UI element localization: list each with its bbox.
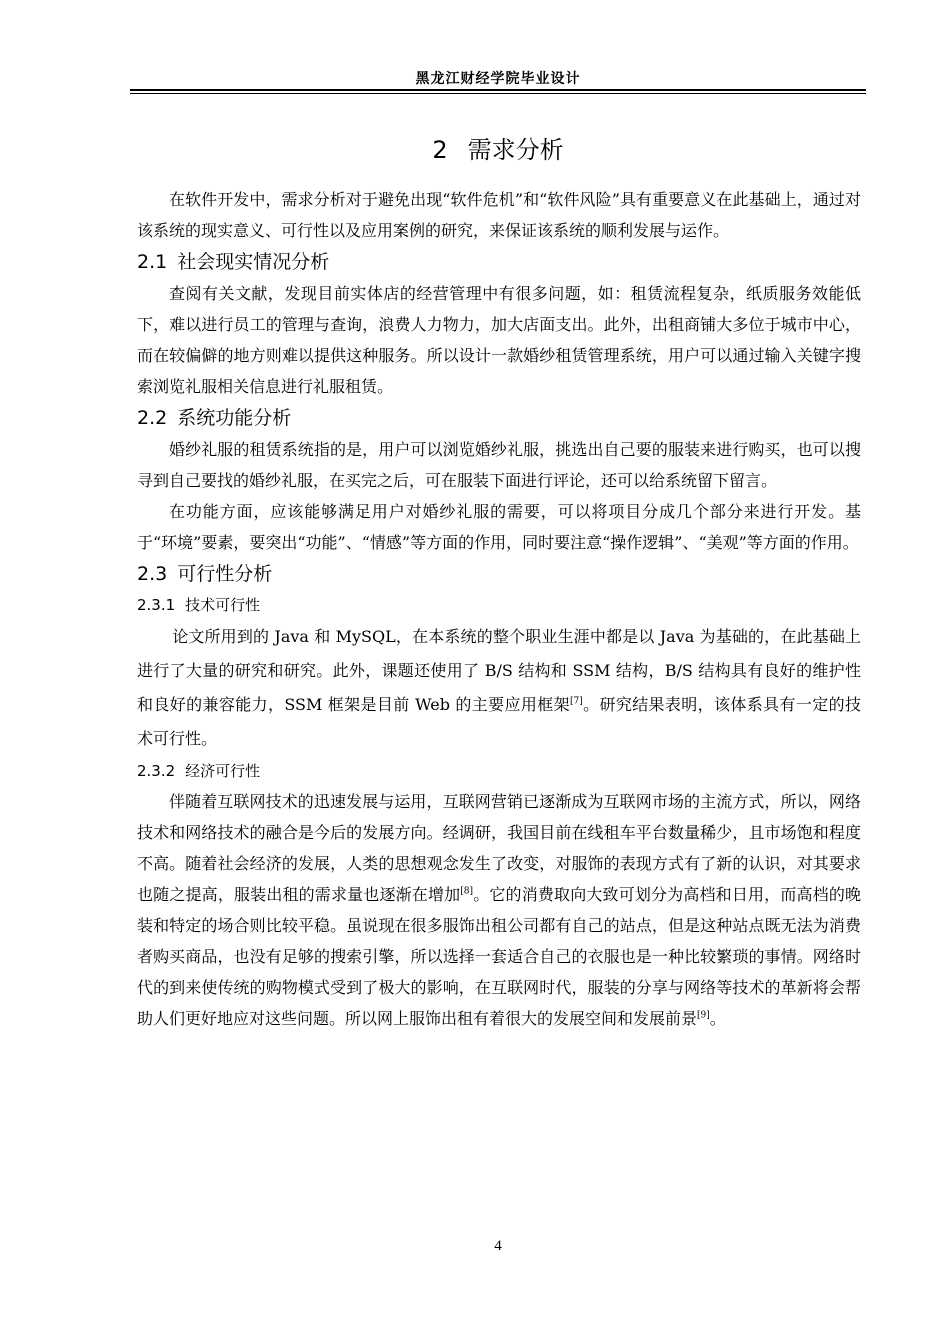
section-number: 2.3 <box>137 563 168 585</box>
paragraph-text: 论文所用到的 Java 和 MySQL，在本系统的整个职业生涯中都是以 Java 为基础的，在此基础上进行了大量的研究和研究。此外，课题还使用了 B/S 结构和 SSM 结构，B/S 结构具有良好的维护性和良好的兼容能力，SSM 框架是目前 Web 的主要应用框架 <box>137 627 861 714</box>
section-heading-2-1 <box>137 246 861 278</box>
section-title: 系统功能分析 <box>177 407 292 429</box>
citation-ref: [8] <box>460 886 474 897</box>
paragraph: 在功能方面，应该能够满足用户对婚纱礼服的需要，可以将项目分成几个部分来进行开发。基于“环境”要素，要突出“功能”、“情感”等方面的作用，同时要注意“操作逻辑”、“美观”等方面的作用。 <box>137 502 861 552</box>
chapter-title-text: 需求分析 <box>467 136 564 164</box>
chapter-number: 2 <box>432 136 448 164</box>
intro-paragraph: 在软件开发中，需求分析对于避免出现“软件危机”和“软件风险”具有重要意义在此基础上，通过对该系统的现实意义、可行性以及应用案例的研究，来保证该系统的顺利发展与运作。 <box>137 190 861 240</box>
section-title: 社会现实情况分析 <box>177 251 330 273</box>
subsection-title: 技术可行性 <box>185 596 261 614</box>
paragraph-text: 。 <box>709 1009 726 1028</box>
body-content <box>137 184 861 1034</box>
section-number: 2.1 <box>137 251 168 273</box>
header-rule-thin <box>130 93 866 94</box>
paragraph-technical-feasibility <box>137 620 861 756</box>
section-number: 2.2 <box>137 407 168 429</box>
paragraph-economic-feasibility <box>137 786 861 1034</box>
subsection-title: 经济可行性 <box>185 762 261 780</box>
running-header: 黑龙江财经学院毕业设计 <box>415 71 581 87</box>
paragraph-text: 。研究结果表明，该体系具有一定的技术可行性。 <box>137 695 861 748</box>
section-heading-2-3 <box>137 558 861 590</box>
paragraph-text: 伴随着互联网技术的迅速发展与运用，互联网营销已逐渐成为互联网市场的主流方式，所以，网络技术和网络技术的融合是今后的发展方向。经调研，我国目前在线租车平台数量稀少，且市场饱和程度不高。随着社会经济的发展，人类的思想观念发生了改变，对服饰的表现方式有了新的认识，对其要求也随之提高，服装出租的需求量也逐渐在增加 <box>137 792 861 904</box>
section-heading-2-2 <box>137 402 861 434</box>
citation-ref: [9] <box>697 1010 710 1021</box>
subsection-number: 2.3.2 <box>137 762 176 780</box>
paragraph-text: 。它的消费取向大致可划分为高档和日用，而高档的晚装和特定的场合则比较平稳。虽说现在很多服饰出租公司都有自己的站点，但是这种站点既无法为消费者购买商品，也没有足够的搜索引擎，所以选择一套适合自己的衣服也是一种比较繁琐的事情。网络时代的到来使传统的购物模式受到了极大的影响，在互联网时代，服装的分享与网络等技术的革新将会帮助人们更好地应对这些问题。所以网上服饰出租有着很大的发展空间和发展前景 <box>137 885 861 1028</box>
subsection-heading-2-3-2 <box>137 756 861 786</box>
page-number: 4 <box>494 1238 502 1254</box>
header-rule-thick <box>130 89 866 91</box>
paragraph: 婚纱礼服的租赁系统指的是，用户可以浏览婚纱礼服，挑选出自己要的服装来进行购买，也可以搜寻到自己要找的婚纱礼服，在买完之后，可在服装下面进行评论，还可以给系统留下留言。 <box>137 440 861 490</box>
paragraph: 查阅有关文献，发现目前实体店的经营管理中有很多问题，如：租赁流程复杂，纸质服务效能低下，难以进行员工的管理与查询，浪费人力物力，加大店面支出。此外，出租商铺大多位于城市中心，而在较偏僻的地方则难以提供这种服务。所以设计一款婚纱租赁管理系统，用户可以通过输入关键字搜索浏览礼服相关信息进行礼服租赁。 <box>137 284 861 396</box>
citation-ref: [7] <box>569 696 583 707</box>
subsection-heading-2-3-1 <box>137 590 861 620</box>
section-title: 可行性分析 <box>177 563 273 585</box>
subsection-number: 2.3.1 <box>137 596 176 614</box>
chapter-title <box>130 134 866 166</box>
